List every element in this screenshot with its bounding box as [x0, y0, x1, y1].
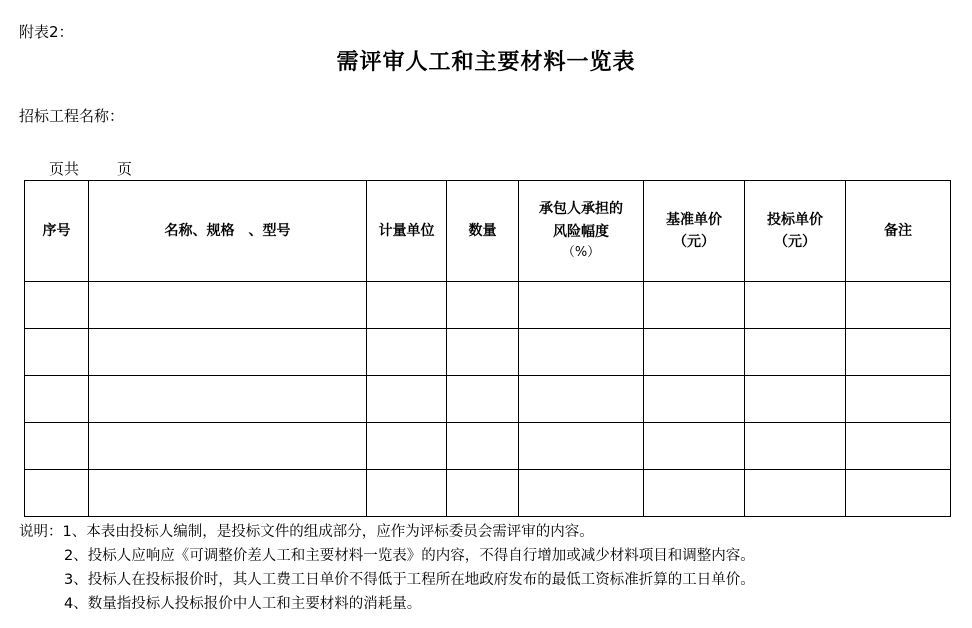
table-cell — [846, 282, 951, 329]
table-body — [25, 282, 951, 517]
header-text: 名称、规格 、型号 — [164, 222, 291, 239]
table-cell — [745, 329, 846, 376]
table-cell — [367, 282, 447, 329]
page-title: 需评审人工和主要材料一览表 — [336, 49, 636, 75]
col-header-quantity — [447, 181, 519, 282]
header-text: 投标单价 — [767, 211, 823, 228]
table-cell — [25, 329, 89, 376]
note-item — [19, 592, 755, 616]
table-cell — [745, 282, 846, 329]
table-cell — [367, 423, 447, 470]
table-cell — [447, 376, 519, 423]
table-cell — [89, 470, 367, 517]
note-item — [19, 520, 755, 544]
table-cell — [447, 282, 519, 329]
table-cell — [25, 470, 89, 517]
table-row — [25, 470, 951, 517]
page-count — [49, 158, 132, 179]
table-cell — [89, 282, 367, 329]
header-text: 序号 — [42, 222, 71, 239]
table-cell — [846, 470, 951, 517]
table-cell — [519, 376, 644, 423]
header-text: 基准单价 — [666, 211, 722, 228]
notes-section — [19, 520, 755, 616]
col-header-unit — [367, 181, 447, 282]
table-cell — [644, 329, 745, 376]
table-cell — [367, 329, 447, 376]
table-cell — [745, 470, 846, 517]
table-cell — [644, 470, 745, 517]
header-text: （元） — [774, 234, 816, 250]
table-cell — [367, 470, 447, 517]
table-cell — [367, 376, 447, 423]
note-item — [19, 544, 755, 568]
table-row — [25, 423, 951, 470]
table-cell — [846, 329, 951, 376]
table-row — [25, 329, 951, 376]
table-cell — [447, 329, 519, 376]
materials-table — [24, 180, 951, 517]
table-row — [25, 282, 951, 329]
col-header-name-spec-model — [89, 181, 367, 282]
header-text: 备注 — [884, 222, 912, 239]
header-text: 数量 — [468, 222, 497, 239]
table-cell — [846, 423, 951, 470]
table-cell — [644, 376, 745, 423]
table-row — [25, 376, 951, 423]
header-text: （元） — [673, 234, 715, 250]
header-text: 承包人承担的 — [539, 201, 623, 218]
table-cell — [89, 376, 367, 423]
table-cell — [447, 423, 519, 470]
table-cell — [25, 423, 89, 470]
table-cell — [745, 423, 846, 470]
table-header-row — [25, 181, 951, 282]
table-cell — [25, 282, 89, 329]
col-header-base-price — [644, 181, 745, 282]
table-cell — [89, 329, 367, 376]
table-cell — [745, 376, 846, 423]
col-header-index — [25, 181, 89, 282]
table-cell — [447, 470, 519, 517]
header-text: （%） — [561, 244, 601, 260]
note-text: 2、投标人应响应《可调整价差人工和主要材料一览表》的内容，不得自行增加或减少材料项目和调整内容。 — [64, 548, 755, 564]
table-cell — [519, 470, 644, 517]
table-cell — [644, 282, 745, 329]
table-cell — [519, 329, 644, 376]
table-cell — [846, 376, 951, 423]
col-header-risk-range — [519, 181, 644, 282]
note-text: 4、数量指投标人投标报价中人工和主要材料的消耗量。 — [64, 596, 422, 612]
note-item — [19, 568, 755, 592]
attachment-label: 附表2： — [19, 23, 74, 41]
table-cell — [25, 376, 89, 423]
note-text: 3、投标人在投标报价时，其人工费工日单价不得低于工程所在地政府发布的最低工资标准折算的工日单价。 — [64, 572, 755, 588]
table-cell — [519, 282, 644, 329]
notes-prefix: 说明： — [19, 524, 63, 540]
header-text: 计量单位 — [378, 222, 435, 239]
table-cell — [644, 423, 745, 470]
project-name-label: 招标工程名称： — [19, 107, 125, 125]
header-text: 风险幅度 — [553, 223, 609, 240]
col-header-remarks — [846, 181, 951, 282]
page-label-left: 页共 — [49, 160, 80, 178]
table-cell — [519, 423, 644, 470]
note-text: 1、本表由投标人编制，是投标文件的组成部分，应作为评标委员会需评审的内容。 — [62, 524, 594, 540]
col-header-bid-price — [745, 181, 846, 282]
table-cell — [89, 423, 367, 470]
page-label-right: 页 — [117, 160, 133, 178]
